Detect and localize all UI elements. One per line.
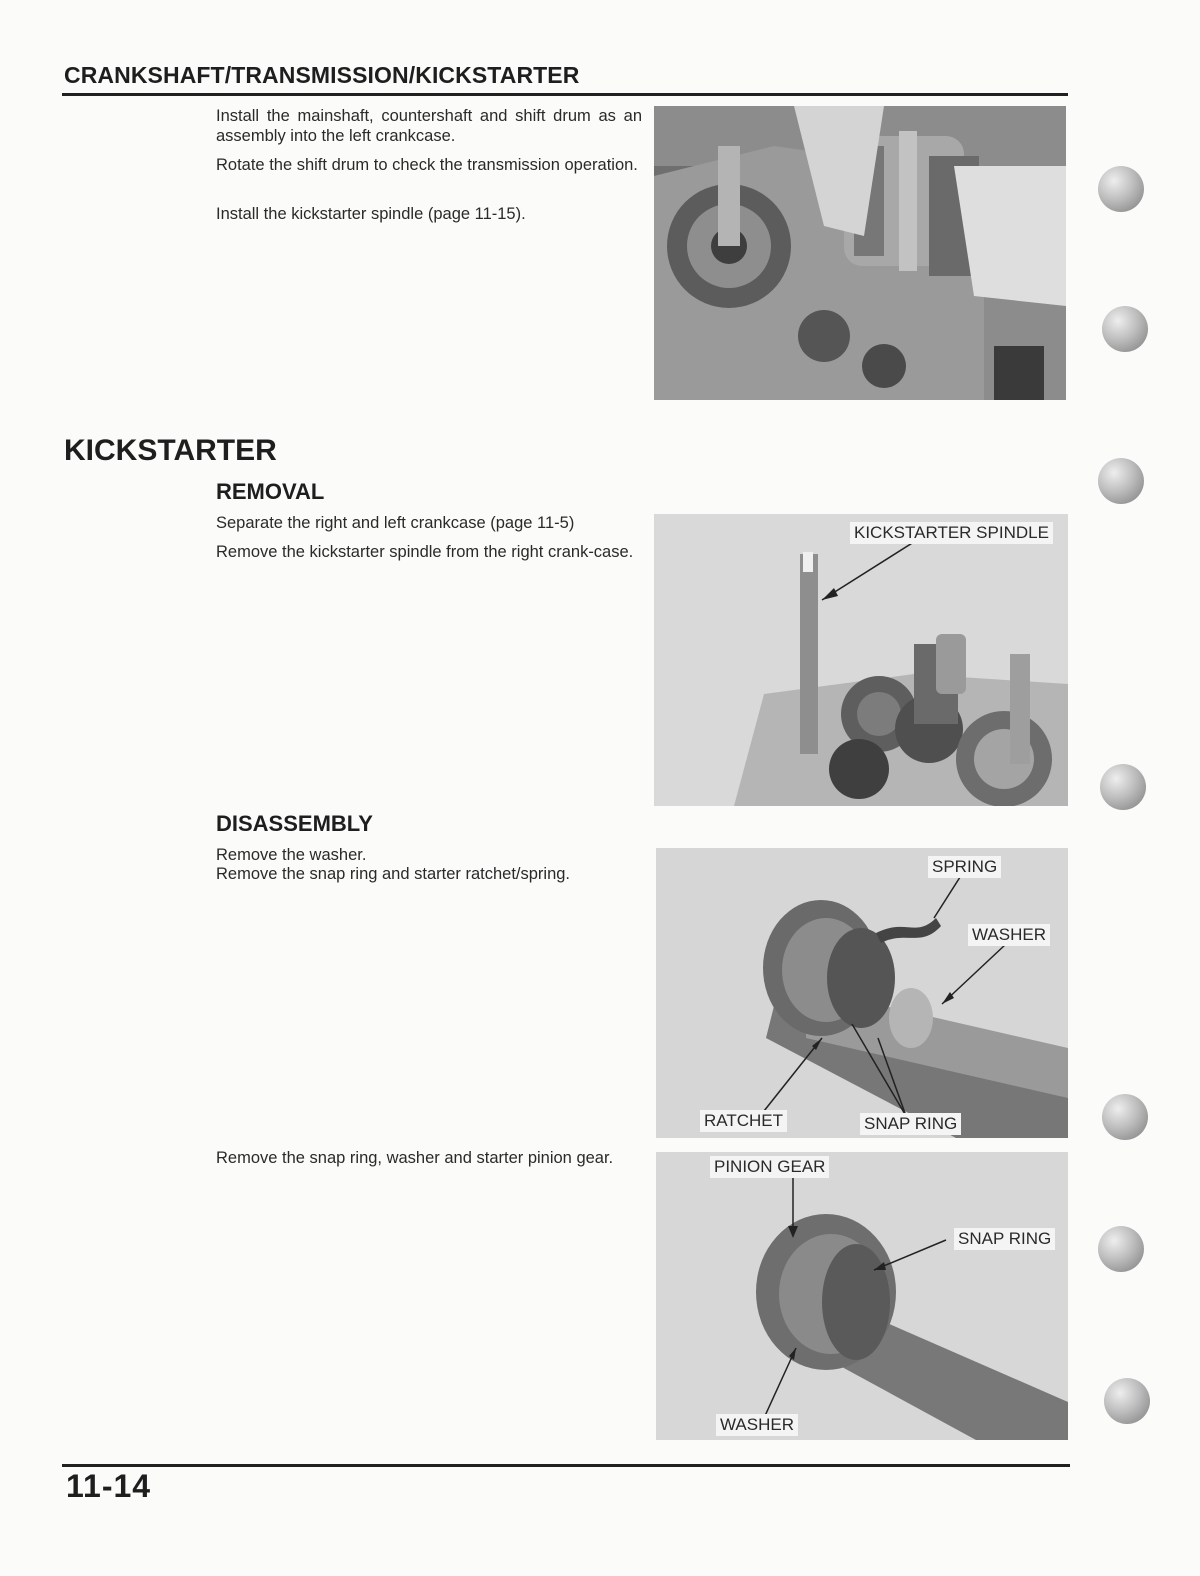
binder-tab-7 xyxy=(1104,1378,1150,1424)
header-rule xyxy=(62,93,1068,96)
pinion-gear-label: PINION GEAR xyxy=(710,1156,829,1178)
binder-tab-6 xyxy=(1098,1226,1144,1272)
disassembly-subtitle: DISASSEMBLY xyxy=(216,811,373,836)
kickstarter-spindle-label: KICKSTARTER SPINDLE xyxy=(850,522,1053,544)
binder-tab-4 xyxy=(1100,764,1146,810)
intro-paragraph-3: Install the kickstarter spindle (page 11-15). xyxy=(216,205,526,223)
page-header-title: CRANKSHAFT/TRANSMISSION/KICKSTARTER xyxy=(64,62,580,88)
page-number: 11-14 xyxy=(66,1468,152,1504)
binder-tab-2 xyxy=(1102,306,1148,352)
ratchet-label: RATCHET xyxy=(700,1110,787,1132)
binder-tab-5 xyxy=(1102,1094,1148,1140)
snap-ring-label-2: SNAP RING xyxy=(954,1228,1055,1250)
removal-paragraph-2: Remove the kickstarter spindle from the right crank-case. xyxy=(216,543,634,561)
footer-rule xyxy=(62,1464,1070,1467)
pinion-gear-photo xyxy=(656,1152,1068,1440)
washer-label-1: WASHER xyxy=(968,924,1050,946)
kickstarter-spindle-photo xyxy=(654,514,1068,806)
washer-label-2: WASHER xyxy=(716,1414,798,1436)
intro-paragraph-2: Rotate the shift drum to check the transmission operation. xyxy=(216,156,638,174)
removal-paragraph-1: Separate the right and left crankcase (page 11-5) xyxy=(216,514,575,532)
kickstarter-section-title: KICKSTARTER xyxy=(64,434,277,467)
ratchet-spring-photo xyxy=(656,848,1068,1138)
binder-tab-3 xyxy=(1098,458,1144,504)
snap-ring-label-1: SNAP RING xyxy=(860,1113,961,1135)
spring-label: SPRING xyxy=(928,856,1001,878)
disassembly-paragraph-3: Remove the snap ring, washer and starter pinion gear. xyxy=(216,1149,614,1167)
disassembly-paragraph-1: Remove the washer. xyxy=(216,846,367,864)
transmission-assembly-photo xyxy=(654,106,1066,400)
disassembly-paragraph-2: Remove the snap ring and starter ratchet/spring. xyxy=(216,865,571,883)
intro-paragraph-1: Install the mainshaft, countershaft and shift drum as an assembly into the left crankcase. xyxy=(216,107,642,145)
removal-subtitle: REMOVAL xyxy=(216,479,325,504)
binder-tab-1 xyxy=(1098,166,1144,212)
